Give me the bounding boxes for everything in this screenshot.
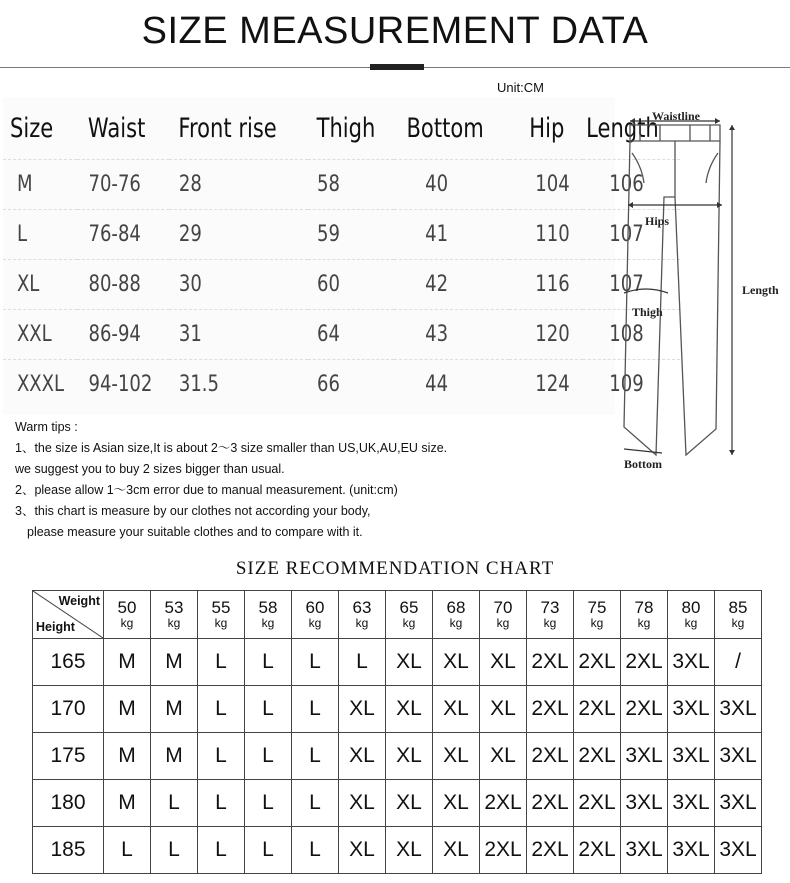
size-cell: L	[198, 827, 245, 874]
measurement-row	[3, 210, 680, 260]
tips-heading: Warm tips :	[15, 420, 78, 434]
size-cell: L	[151, 780, 198, 827]
height-row	[33, 780, 762, 827]
measurement-cell: 108	[583, 310, 663, 360]
measurement-cell: XXXL	[3, 360, 64, 410]
size-cell: 3XL	[715, 686, 762, 733]
weight-value: 80	[681, 598, 701, 617]
measurement-cell: 76-84	[77, 210, 152, 260]
height-row	[33, 827, 762, 874]
measurement-cell: 104	[509, 160, 570, 210]
size-cell: 2XL	[574, 827, 621, 874]
measurement-cell: 28	[169, 160, 282, 210]
height-value: 180	[33, 780, 104, 827]
size-cell: XL	[480, 733, 527, 780]
size-cell: M	[104, 686, 151, 733]
size-cell: XL	[433, 686, 480, 733]
size-cell: XL	[386, 733, 433, 780]
size-cell: L	[245, 827, 292, 874]
measurement-cell: 86-94	[77, 310, 152, 360]
weight-unit: kg	[496, 616, 510, 630]
tip-line: please measure your suitable clothes and to compare with it.	[27, 525, 363, 539]
measurement-cell: 109	[583, 360, 663, 410]
size-cell: 3XL	[621, 733, 668, 780]
size-cell: 2XL	[574, 686, 621, 733]
weight-value: 73	[540, 598, 560, 617]
weight-value: 58	[258, 598, 278, 617]
size-cell: 2XL	[574, 733, 621, 780]
measurement-row	[3, 310, 680, 360]
size-cell: L	[292, 639, 339, 686]
measurement-cell: 80-88	[77, 260, 152, 310]
measurement-cell: 116	[509, 260, 570, 310]
size-cell: L	[245, 639, 292, 686]
size-cell: L	[292, 780, 339, 827]
size-cell: XL	[386, 780, 433, 827]
size-cell: 2XL	[527, 733, 574, 780]
size-cell: L	[245, 686, 292, 733]
size-cell: 3XL	[621, 780, 668, 827]
measurement-row	[3, 260, 680, 310]
height-value: 165	[33, 639, 104, 686]
size-cell: 3XL	[715, 827, 762, 874]
size-cell: XL	[339, 686, 386, 733]
size-cell: L	[245, 780, 292, 827]
measurement-cell: 42	[394, 260, 488, 310]
size-cell: M	[151, 686, 198, 733]
size-cell: XL	[339, 780, 386, 827]
size-cell: L	[292, 827, 339, 874]
weight-value: 75	[587, 598, 607, 617]
size-cell: M	[104, 733, 151, 780]
weight-header-cell	[339, 591, 386, 639]
measurement-cell: 58	[308, 160, 379, 210]
size-cell: XL	[480, 686, 527, 733]
pants-outline	[624, 141, 720, 455]
weight-value: 65	[399, 598, 419, 617]
size-cell: XL	[386, 639, 433, 686]
waistband-outline	[630, 125, 720, 141]
measurement-cell: 29	[169, 210, 282, 260]
size-cell: 3XL	[668, 780, 715, 827]
size-cell: XL	[433, 733, 480, 780]
size-cell: L	[292, 686, 339, 733]
height-value: 170	[33, 686, 104, 733]
weight-header-row	[33, 591, 762, 639]
weight-value: 85	[728, 598, 748, 617]
weight-unit: kg	[449, 616, 463, 630]
weight-unit: kg	[684, 616, 698, 630]
measurement-cell: 40	[394, 160, 488, 210]
size-cell: 2XL	[527, 639, 574, 686]
weight-header-cell	[621, 591, 668, 639]
measurement-cell: 110	[509, 210, 570, 260]
measurement-header-row	[3, 97, 680, 160]
weight-header-cell	[574, 591, 621, 639]
height-row	[33, 733, 762, 780]
weight-unit: kg	[402, 616, 416, 630]
measurement-cell: 43	[394, 310, 488, 360]
pants-diagram	[612, 97, 790, 477]
size-cell: XL	[433, 827, 480, 874]
weight-value: 68	[446, 598, 466, 617]
measurement-cell: L	[3, 210, 64, 260]
title-divider-accent	[370, 64, 424, 70]
height-row	[33, 686, 762, 733]
weight-header-cell	[245, 591, 292, 639]
weight-unit: kg	[308, 616, 322, 630]
size-cell: L	[292, 733, 339, 780]
size-cell: 3XL	[668, 639, 715, 686]
measurement-cell: 107	[583, 210, 663, 260]
size-cell: 3XL	[621, 827, 668, 874]
weight-axis-label: Weight	[58, 594, 100, 608]
size-cell: 2XL	[574, 639, 621, 686]
size-cell: XL	[339, 827, 386, 874]
size-cell: 2XL	[527, 686, 574, 733]
weight-value: 53	[164, 598, 184, 617]
weight-height-corner	[33, 591, 104, 639]
measurement-cell: 41	[394, 210, 488, 260]
size-cell: XL	[433, 780, 480, 827]
column-header: Hip	[529, 112, 565, 144]
weight-header-cell	[292, 591, 339, 639]
measurement-cell: 30	[169, 260, 282, 310]
measurement-cell: 59	[308, 210, 379, 260]
weight-unit: kg	[590, 616, 604, 630]
weight-header-cell	[198, 591, 245, 639]
measurement-cell: 60	[308, 260, 379, 310]
size-cell: 2XL	[480, 780, 527, 827]
size-cell: XL	[433, 639, 480, 686]
weight-unit: kg	[543, 616, 557, 630]
weight-unit: kg	[167, 616, 181, 630]
weight-unit: kg	[120, 616, 134, 630]
weight-value: 63	[352, 598, 372, 617]
weight-header-cell	[104, 591, 151, 639]
weight-header-cell	[527, 591, 574, 639]
measurement-cell: 64	[308, 310, 379, 360]
tip-line: 2、please allow 1～3cm error due to manual measurement. (unit:cm)	[15, 483, 398, 497]
size-cell: 2XL	[527, 780, 574, 827]
height-value: 175	[33, 733, 104, 780]
measurement-cell: 66	[308, 360, 379, 410]
height-axis-label: Height	[36, 620, 75, 634]
bottom-label: Bottom	[624, 457, 662, 471]
column-header: Thigh	[316, 112, 375, 144]
tip-line: 3、this chart is measure by our clothes not according your body,	[15, 504, 371, 518]
recommendation-table	[32, 590, 762, 874]
size-cell: XL	[386, 686, 433, 733]
column-header: Waist	[88, 112, 146, 144]
weight-value: 70	[493, 598, 513, 617]
hips-label: Hips	[645, 214, 670, 228]
size-cell: XL	[386, 827, 433, 874]
weight-header-cell	[715, 591, 762, 639]
size-cell: 3XL	[715, 733, 762, 780]
tip-line: 1、the size is Asian size,It is about 2～3 size smaller than US,UK,AU,EU size.	[15, 441, 448, 455]
height-row	[33, 639, 762, 686]
size-cell: 2XL	[480, 827, 527, 874]
size-cell: 2XL	[527, 827, 574, 874]
size-cell: 3XL	[715, 780, 762, 827]
weight-unit: kg	[637, 616, 651, 630]
size-cell: XL	[339, 733, 386, 780]
size-cell: 2XL	[574, 780, 621, 827]
weight-header-cell	[480, 591, 527, 639]
weight-header-cell	[151, 591, 198, 639]
weight-value: 78	[634, 598, 654, 617]
measurement-cell: 31	[169, 310, 282, 360]
weight-unit: kg	[214, 616, 228, 630]
measurement-cell: XL	[3, 260, 64, 310]
measurement-cell: 44	[394, 360, 488, 410]
measurement-cell: XXL	[3, 310, 64, 360]
weight-header-cell	[668, 591, 715, 639]
size-cell: L	[198, 780, 245, 827]
column-header: Front rise	[178, 112, 278, 144]
size-cell: 3XL	[668, 686, 715, 733]
weight-value: 50	[117, 598, 137, 617]
thigh-label: Thigh	[632, 305, 663, 319]
recommendation-title: SIZE RECOMMENDATION CHART	[235, 558, 555, 579]
size-cell: M	[151, 733, 198, 780]
measurement-cell: 70-76	[77, 160, 152, 210]
measurement-cell: 31.5	[169, 360, 282, 410]
size-cell: L	[198, 639, 245, 686]
weight-header-cell	[386, 591, 433, 639]
measurement-cell: 94-102	[77, 360, 152, 410]
length-label: Length	[742, 283, 779, 297]
warm-tips	[15, 417, 447, 543]
tip-line: we suggest you to buy 2 sizes bigger than usual.	[15, 462, 285, 476]
waistline-label: Waistline	[652, 109, 701, 123]
weight-unit: kg	[261, 616, 275, 630]
size-cell: 2XL	[621, 639, 668, 686]
measurement-cell: 120	[509, 310, 570, 360]
size-cell: M	[104, 639, 151, 686]
weight-value: 55	[211, 598, 231, 617]
size-cell: 3XL	[668, 827, 715, 874]
column-header: Length	[586, 112, 659, 144]
measurement-row	[3, 360, 680, 410]
size-cell: 3XL	[668, 733, 715, 780]
weight-unit: kg	[731, 616, 745, 630]
measurement-cell: 124	[509, 360, 570, 410]
size-cell: 2XL	[621, 686, 668, 733]
size-cell: L	[198, 686, 245, 733]
size-cell: L	[339, 639, 386, 686]
size-cell: M	[104, 780, 151, 827]
size-cell: M	[151, 639, 198, 686]
size-cell: /	[715, 639, 762, 686]
measurement-cell: 107	[583, 260, 663, 310]
weight-value: 60	[305, 598, 325, 617]
weight-unit: kg	[355, 616, 369, 630]
height-value: 185	[33, 827, 104, 874]
page-title: SIZE MEASUREMENT DATA	[141, 10, 649, 52]
measurement-row	[3, 160, 680, 210]
column-header: Size	[10, 112, 54, 144]
measurement-cell: 106	[583, 160, 663, 210]
column-header: Bottom	[406, 112, 484, 144]
size-cell: L	[151, 827, 198, 874]
measurement-cell: M	[3, 160, 64, 210]
unit-label: Unit:CM	[497, 80, 544, 95]
size-cell: L	[245, 733, 292, 780]
weight-header-cell	[433, 591, 480, 639]
size-cell: XL	[480, 639, 527, 686]
size-cell: L	[104, 827, 151, 874]
size-cell: L	[198, 733, 245, 780]
